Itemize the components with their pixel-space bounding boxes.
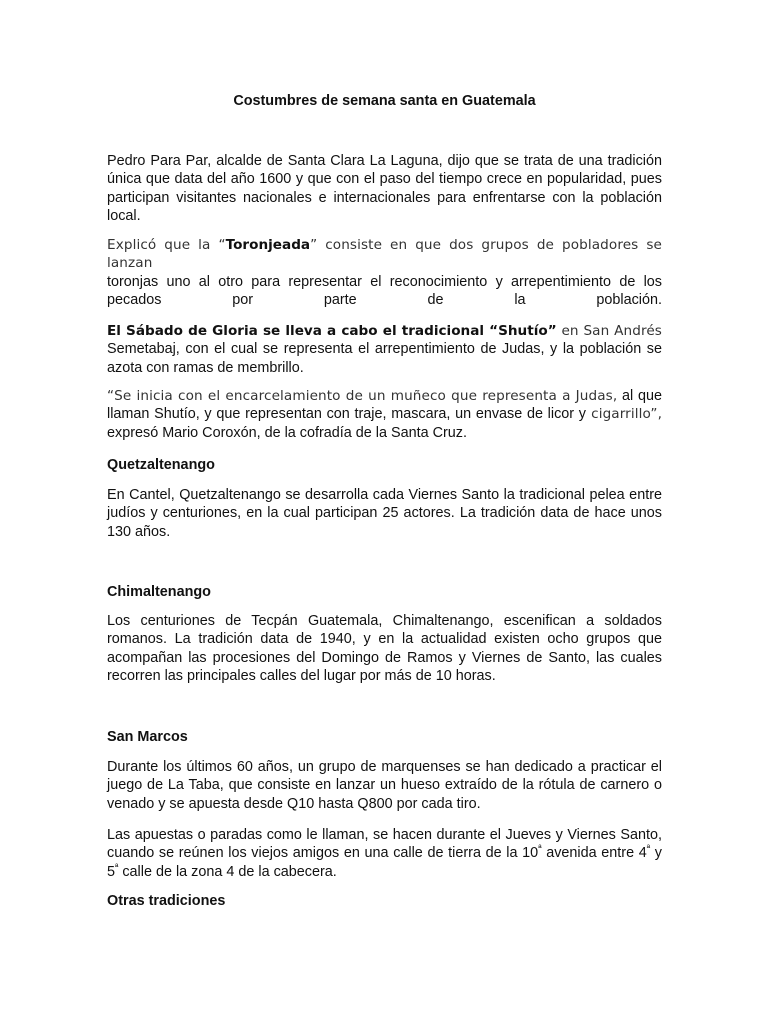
heading-san-marcos: San Marcos (107, 729, 188, 745)
paragraph-la-taba: Durante los últimos 60 años, un grupo de marquenses se han dedicado a practicar el juego de La Taba, que consiste en lanzar un hueso extraído de la rótula de carnero o venado y se apuesta desde Q10 hasta Q800 por cada tiro. (107, 759, 662, 812)
apuestas-sup-2: ª (646, 843, 651, 854)
shutio-bold: El Sábado de Gloria se lleva a cabo el tradicional “Shutío” (107, 323, 557, 339)
paragraph-alcalde: Pedro Para Par, alcalde de Santa Clara La Laguna, dijo que se trata de una tradición única que data del año 1600 y que con el paso del tiempo crece en popularidad, pues participan visitantes nacionales e internacionales para enfrentarse con la población local. (107, 153, 662, 224)
quote-normal-1: al que llaman Shutío, y que representan con traje, mascara, un envase de licor y (107, 388, 662, 423)
paragraph-toronjeada (107, 236, 662, 309)
apuestas-sup-3: ª (115, 861, 119, 872)
apuestas-b: avenida entre 4 (541, 845, 647, 862)
toronjeada-line-1 (107, 236, 662, 273)
toronjeada-line-3: pecados por parte de la población. (107, 291, 662, 308)
apuestas-d: calle de la zona 4 de la cabecera. (118, 863, 337, 880)
shutio-rest: Semetabaj, con el cual se representa el arrepentimiento de Judas, y la población se azota con ramas de membrillo. (107, 341, 662, 376)
heading-quetzaltenango: Quetzaltenango (107, 457, 215, 473)
apuestas-a: Las apuestas o paradas como le llaman, se hacen durante el Jueves y Viernes Santo, cuando se reúnen los viejos amigos en una calle de tierra de la 10 (107, 827, 662, 862)
toronjeada-rest: ” consiste en que dos grupos de pobladores se lanzan (107, 237, 662, 272)
quote-normal-2: expresó Mario Coroxón, de la cofradía de la Santa Cruz. (107, 424, 467, 441)
paragraph-tecpan: Los centuriones de Tecpán Guatemala, Chimaltenango, escenifican a soldados romanos. La tradición data de 1940, y en la actualidad existen ocho grupos que acompañan las procesiones del Domingo de Ramos y Viernes de Santo, las cuales recorren las principales calles del lugar por más de 10 horas. (107, 613, 662, 684)
document-title: Costumbres de semana santa en Guatemala (233, 93, 536, 109)
paragraph-cantel: En Cantel, Quetzaltenango se desarrolla cada Viernes Santo la tradicional pelea entre judíos y centuriones, en la cual participan 25 actores. La tradición data de hace unos 130 años. (107, 487, 662, 540)
apuestas-c: y 5 (107, 845, 662, 880)
shutio-line-1 (107, 322, 662, 340)
paragraph-apuestas (107, 826, 662, 881)
quote-alt-2: cigarrillo”, (585, 406, 662, 423)
heading-chimaltenango: Chimaltenango (107, 584, 211, 600)
toronjeada-line-2: toronjas uno al otro para representar el reconocimiento y arrepentimiento de los (107, 273, 662, 290)
toronjeada-term: Toronjeada (225, 237, 311, 253)
quote-alt-1: “Se inicia con el encarcelamiento de un muñeco que representa a Judas, (107, 388, 618, 404)
heading-otras-tradiciones: Otras tradiciones (107, 893, 226, 909)
paragraph-shutio (107, 322, 662, 377)
paragraph-judas-quote (107, 387, 662, 442)
toronjeada-lead: Explicó que la “ (107, 237, 226, 253)
apuestas-sup-1: ª (538, 843, 542, 854)
shutio-alt: en San Andrés (556, 323, 662, 339)
